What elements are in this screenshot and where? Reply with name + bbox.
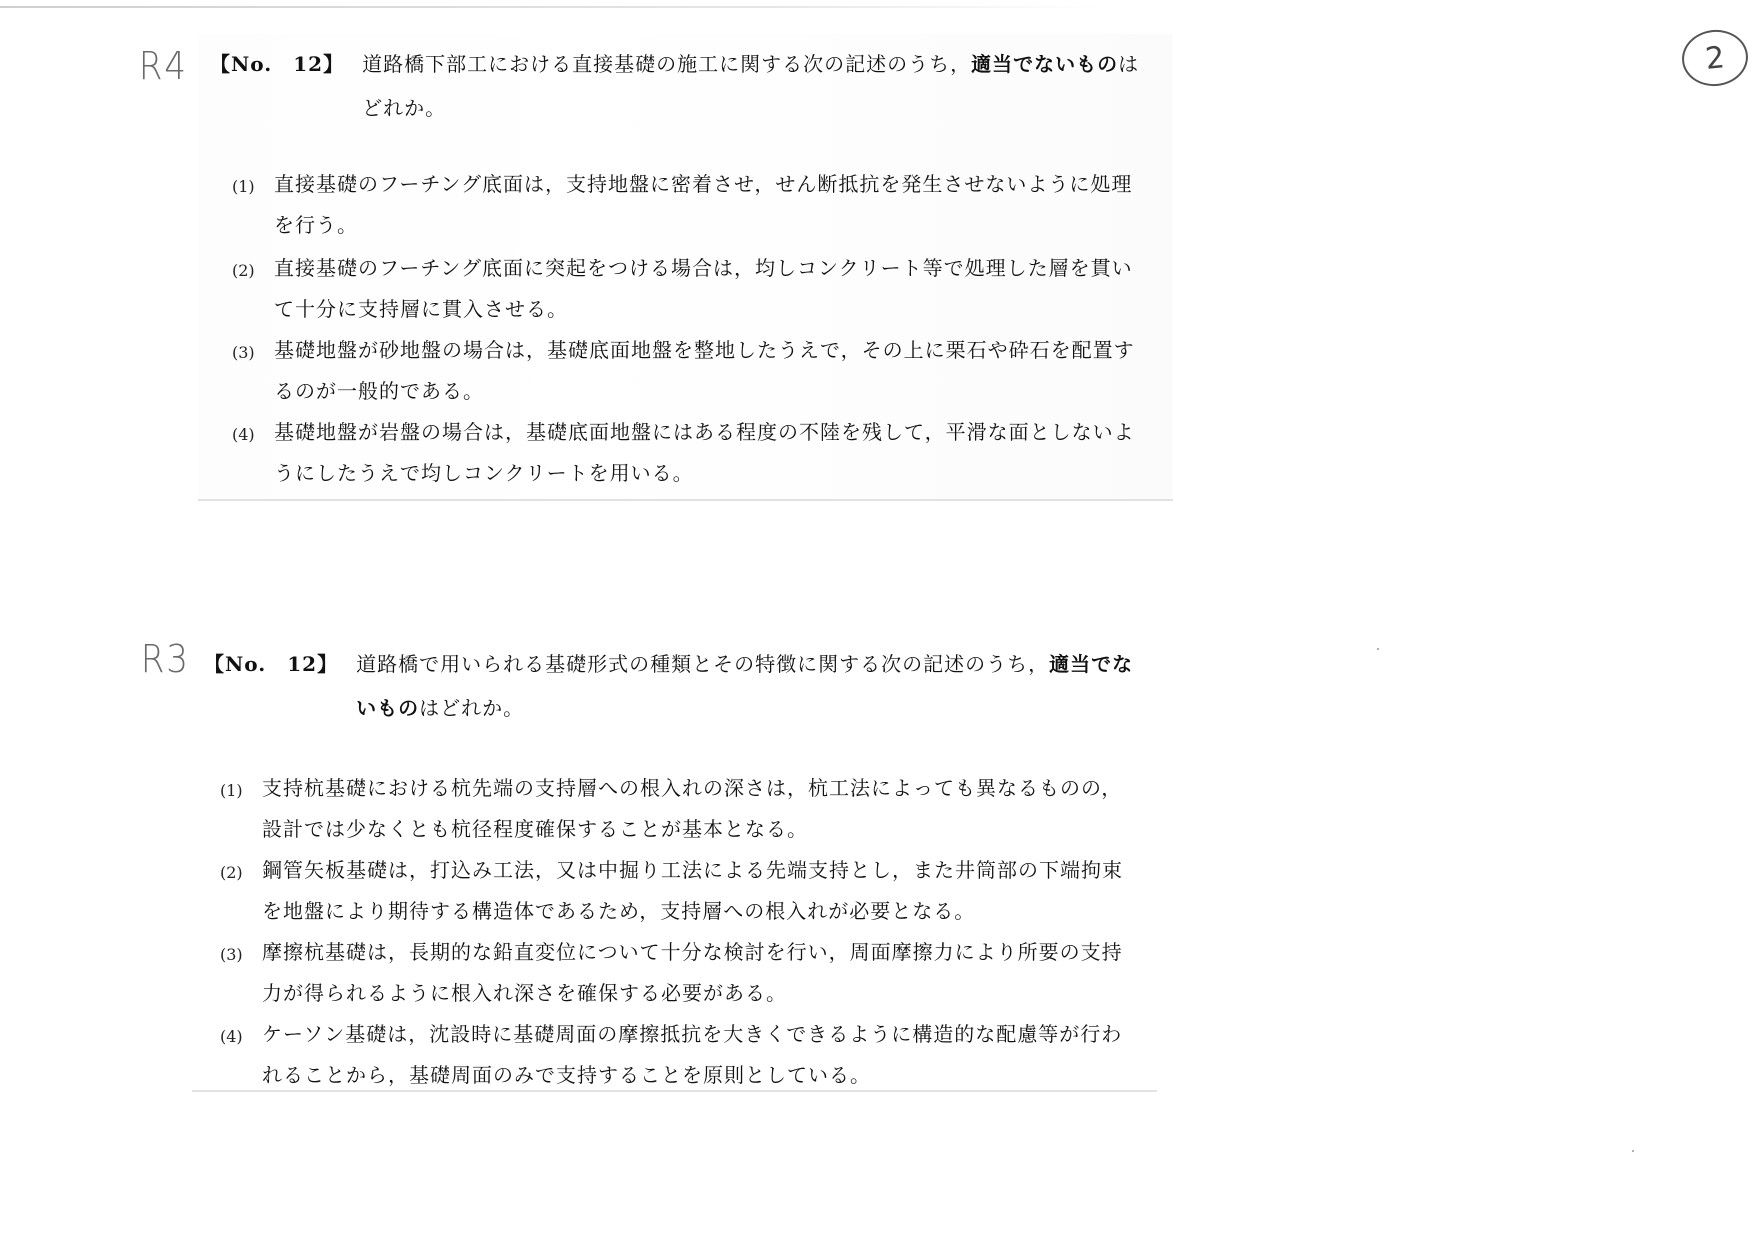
question-header-r4 [210,42,1140,130]
question-text-end: はどれか。 [419,696,525,720]
option-r4-4 [232,412,1137,494]
scan-speck [1377,648,1379,650]
option-text: 直接基礎のフーチング底面に突起をつける場合は，均しコンクリート等で処理した層を貫いて十分に支持層に貫入させる。 [274,256,1133,321]
option-r4-2 [232,248,1137,330]
handwritten-year-r4: R4 [138,44,188,88]
scan-speck [1632,1150,1634,1152]
page-number: 2 [1703,39,1727,77]
option-r4-3 [232,330,1137,412]
question-text-end: はどれか。 [362,52,1140,120]
option-r3-4 [220,1014,1128,1096]
option-number: (2) [220,863,243,882]
option-number: (1) [232,177,255,196]
question-text-main: 道路橋で用いられる基礎形式の種類とその特徴に関する次の記述のうち， [356,652,1050,676]
handwritten-year-r3: R3 [140,637,190,681]
question-text [356,642,1134,730]
option-r3-2 [220,850,1128,932]
scan-edge-line [0,6,1100,8]
option-text: 直接基礎のフーチング底面は，支持地盤に密着させ，せん断抵抗を発生させないように処理を行う。 [274,172,1133,237]
option-text: ケーソン基礎は，沈設時に基礎周面の摩擦抵抗を大きくできるように構造的な配慮等が行われることから，基礎周面のみで支持することを原則としている。 [262,1022,1123,1087]
option-text: 基礎地盤が岩盤の場合は，基礎底面地盤にはある程度の不陸を残して，平滑な面としないようにしたうえで均しコンクリートを用いる。 [274,420,1135,485]
option-number: (2) [232,261,255,280]
option-number: (3) [232,343,255,362]
question-text [362,42,1140,130]
question-emphasis: 適当でないもの [971,52,1119,76]
option-number: (4) [232,425,255,444]
option-r3-3 [220,932,1128,1014]
option-text: 摩擦杭基礎は，長期的な鉛直変位について十分な検討を行い，周面摩擦力により所要の支持力が得られるように根入れ深さを確保する必要がある。 [262,940,1123,1005]
question-header-r3 [204,642,1134,730]
option-text: 基礎地盤が砂地盤の場合は，基礎底面地盤を整地したうえで，その上に栗石や砕石を配置するのが一般的である。 [274,338,1135,403]
question-number: 【No. 12】 [210,52,345,76]
option-r3-1 [220,768,1128,850]
option-number: (3) [220,945,243,964]
option-text: 鋼管矢板基礎は，打込み工法，又は中掘り工法による先端支持とし，また井筒部の下端拘束を地盤により期待する構造体であるため，支持層への根入れが必要となる。 [262,858,1123,923]
question-emphasis: 適当でないもの [356,652,1134,720]
option-number: (1) [220,781,243,800]
option-text: 支持杭基礎における杭先端の支持層への根入れの深さは，杭工法によっても異なるものの，設計では少なくとも杭径程度確保することが基本となる。 [262,776,1123,841]
page-number-circle [1679,27,1750,90]
option-r4-1 [232,164,1137,246]
option-number: (4) [220,1027,243,1046]
question-number: 【No. 12】 [204,652,339,676]
question-text-main: 道路橋下部工における直接基礎の施工に関する次の記述のうち， [362,52,972,76]
